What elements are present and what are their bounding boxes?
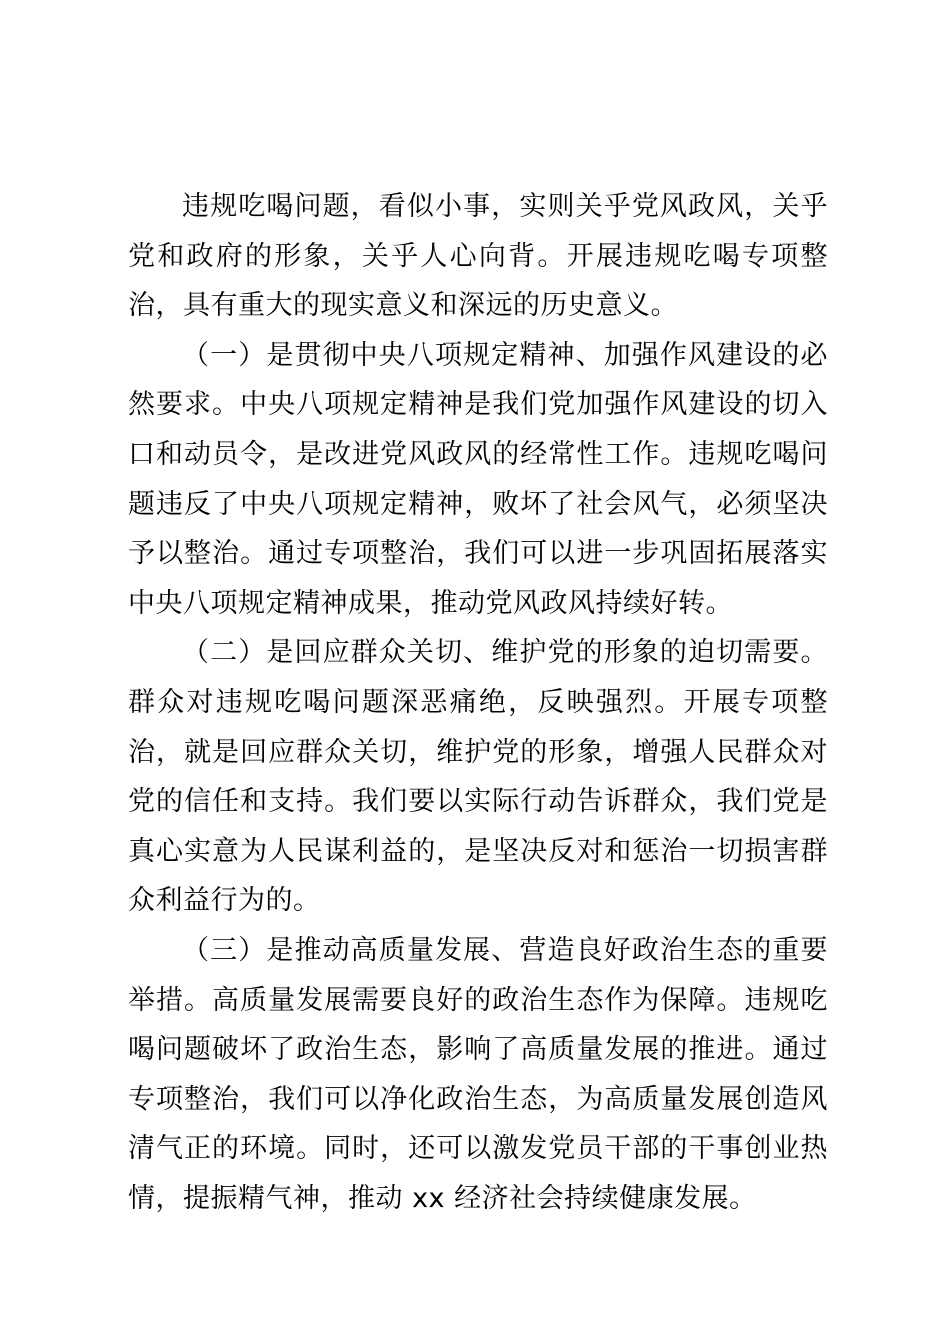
paragraph-section-1: （一）是贯彻中央八项规定精神、加强作风建设的必然要求。中央八项规定精神是我们党加强作风建设的切入口和动员令，是改进党风政风的经常性工作。违规吃喝问题违反了中央八项规定精神，败坏了社会风气，必须坚决予以整治。通过专项整治，我们可以进一步巩固拓展落实中央八项规定精神成果，推动党风政风持续好转。 — [128, 339, 828, 619]
paragraph-intro: 违规吃喝问题，看似小事，实则关乎党风政风，关乎党和政府的形象，关乎人心向背。开展违规吃喝专项整治，具有重大的现实意义和深远的历史意义。 — [128, 191, 828, 322]
document-body — [128, 182, 828, 1223]
paragraph-section-2: （二）是回应群众关切、维护党的形象的迫切需要。群众对违规吃喝问题深恶痛绝，反映强烈。开展专项整治，就是回应群众关切，维护党的形象，增强人民群众对党的信任和支持。我们要以实际行动告诉群众，我们党是真心实意为人民谋利益的，是坚决反对和惩治一切损害群众利益行为的。 — [128, 637, 828, 917]
paragraph-section-3: （三）是推动高质量发展、营造良好政治生态的重要举措。高质量发展需要良好的政治生态作为保障。违规吃喝问题破坏了政治生态，影响了高质量发展的推进。通过专项整治，我们可以净化政治生态，为高质量发展创造风清气正的环境。同时，还可以激发党员干部的干事创业热情，提振精气神，推动 xx 经济社会持续健康发展。 — [128, 934, 828, 1214]
